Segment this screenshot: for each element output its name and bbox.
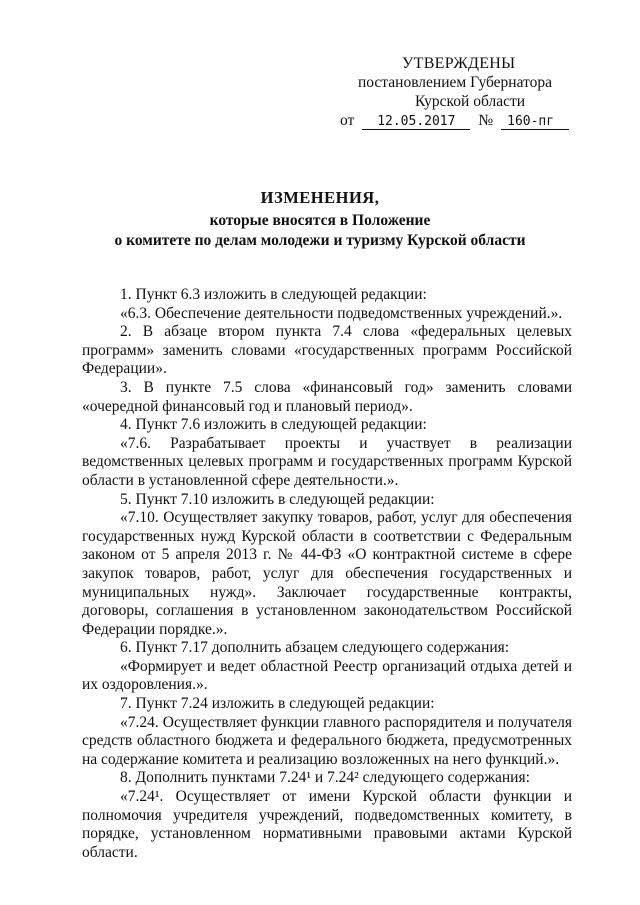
paragraph: 3. В пункте 7.5 слова «финансовый год» заменить словами «очередной финансовый год и плановый период». — [82, 378, 572, 415]
paragraph: «7.24¹. Осуществляет от имени Курской области функции и полномочия учредителя учреждений, подведомственных комитету, в порядке, установленном нормативными правовыми актами Курской области. — [82, 788, 572, 861]
paragraph: 4. Пункт 7.6 изложить в следующей редакции: — [120, 416, 427, 434]
approval-title: УТВЕРЖДЕНЫ — [402, 55, 516, 72]
paragraph: «7.10. Осуществляет закупку товаров, работ, услуг для обеспечения государственных нужд Курской области в соответствии с Федеральным законом от 5 апреля 2013 г. № 44-ФЗ «О контрактной системе в сфере закупок товаров, работ, услуг для обеспечения государственных и муниципальных нужд». Заключает государственные контракты, договоры, соглашения в установленном законодательством Российской Федерации порядке.». — [82, 509, 572, 638]
approval-number: 160-пг — [501, 114, 569, 130]
paragraph: 7. Пункт 7.24 изложить в следующей редакции: — [120, 695, 435, 713]
date-prefix: от — [340, 112, 355, 129]
paragraph: 2. В абзаце втором пункта 7.4 слова «федеральных целевых программ» заменить словами «государственных программ Российской Федерации». — [82, 323, 572, 378]
approval-date-number-line — [340, 111, 580, 130]
paragraph: 5. Пункт 7.10 изложить в следующей редакции: — [120, 490, 435, 508]
document-body — [82, 286, 572, 862]
approval-region-line: Курской области — [415, 93, 526, 110]
approval-block — [340, 54, 580, 130]
document-subtitle-2: о комитете по делам молодежи и туризму Курской области — [114, 232, 526, 249]
paragraph: 8. Дополнить пунктами 7.24¹ и 7.24² следующего содержания: — [120, 769, 530, 787]
paragraph: «Формирует и ведет областной Реестр организаций отдыха детей и их оздоровления.». — [82, 657, 572, 694]
approval-date: 12.05.2017 — [362, 114, 470, 130]
paragraph: «7.6. Разрабатывает проекты и участвует в реализации ведомственных целевых программ и государственных программ Курской области в установленной сфере деятельности.». — [82, 434, 572, 489]
paragraph: 6. Пункт 7.17 дополнить абзацем следующего содержания: — [120, 639, 510, 657]
approval-decree-line: постановлением Губернатора — [358, 74, 553, 91]
document-title: ИЗМЕНЕНИЯ, — [260, 188, 380, 207]
number-prefix: № — [478, 112, 494, 129]
paragraph: 1. Пункт 6.3 изложить в следующей редакции: — [120, 286, 427, 303]
paragraph: «6.3. Обеспечение деятельности подведомственных учреждений.». — [120, 304, 563, 322]
document-subtitle-1: которые вносятся в Положение — [209, 212, 431, 229]
paragraph: «7.24. Осуществляет функции главного распорядителя и получателя средств областного бюджета и федерального бюджета, предусмотренных на содержание комитета и реализацию возложенных на него функций.». — [82, 713, 572, 768]
